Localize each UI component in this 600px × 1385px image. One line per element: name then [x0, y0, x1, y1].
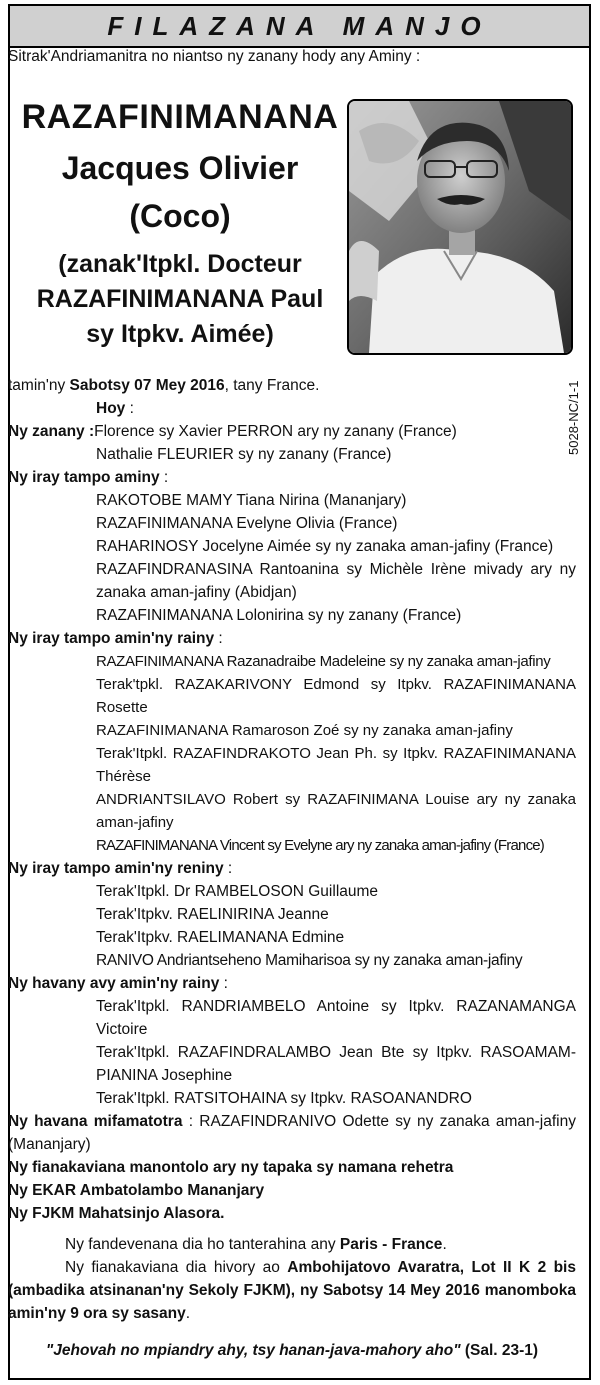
- death-line: tamin'ny Sabotsy 07 Mey 2016, tany France.: [8, 377, 320, 394]
- related-family: Ny havana mifamatotra : RAZAFINDRANIVO Odette sy ny zanaka aman-jafiny (Mananjary): [8, 1113, 576, 1153]
- list-item: Terak'Itpkl. RAZAFINDRAKOTO Jean Ph. sy Itpkv. RAZAFINIMANANA Thérèse: [96, 745, 576, 785]
- list-item: Terak'Itpkv. RAELIMANANA Edmine: [96, 929, 345, 946]
- list-item: Terak'Itpkl. RATSITOHAINA sy Itpkv. RASOANANDRO: [96, 1090, 472, 1107]
- section-label: Ny havany avy amin'ny rainy :: [8, 975, 228, 992]
- list-item: Nathalie FLEURIER sy ny zanany (France): [96, 446, 392, 463]
- deceased-parents: [10, 247, 350, 352]
- closing-line: Ny fianakaviana manontolo ary ny tapaka sy namana rehetra: [8, 1159, 454, 1176]
- funeral-place: Ny fandevenana dia ho tanterahina any Paris - France.: [65, 1236, 447, 1253]
- list-item: Terak'Itpkl. RANDRIAMBELO Antoine sy Itpkv. RAZANAMANGA Victoire: [96, 998, 576, 1038]
- bible-quote: "Jehovah no mpiandry ahy, tsy hanan-java-mahory aho" (Sal. 23-1): [45, 1342, 539, 1359]
- siblings-list: [8, 489, 576, 627]
- list-item: RANIVO Andriantseheno Mamiharisoa sy ny zanaka aman-jafiny: [96, 952, 523, 969]
- intro-text: Sitrak'Andriamanitra no niantso ny zanany hody any Aminy :: [8, 48, 421, 65]
- deceased-nickname: (Coco): [129, 198, 231, 234]
- parents-line: sy Itpkv. Aimée): [86, 320, 274, 348]
- children-label: Ny zanany :: [8, 423, 95, 440]
- notice-body: [8, 374, 576, 1362]
- father-relatives-list: [8, 995, 576, 1110]
- list-item: RAZAFINIMANANA Razanadraibe Madeleine sy ny zanaka aman-jafiny: [96, 653, 551, 670]
- list-item: Terak'Itpkl. RAZAFINDRALAMBO Jean Bte sy Itpkv. RASOAMAM-PIANINA Josephine: [96, 1044, 576, 1084]
- deceased-given-names: Jacques Olivier: [61, 150, 299, 186]
- section-label: Ny iray tampo amin'ny reniny :: [8, 860, 233, 877]
- parents-line: (zanak'Itpkl. Docteur: [58, 250, 302, 278]
- list-item: Terak'Itpkv. RAELINIRINA Jeanne: [96, 906, 329, 923]
- section-label: Ny iray tampo amin'ny rainy :: [8, 630, 223, 647]
- list-item: RAZAFINIMANANA Vincent sy Evelyne ary ny zanaka aman-jafiny (France): [96, 837, 545, 854]
- parents-line: RAZAFINIMANANA Paul: [36, 285, 324, 313]
- section-label: Ny iray tampo aminy :: [8, 469, 169, 486]
- portrait-photo: [347, 99, 573, 355]
- list-item: RAZAFINIMANANA Lolonirina sy ny zanany (France): [96, 607, 462, 624]
- list-item: Terak'tpkl. RAZAKARIVONY Edmond sy Itpkv. RAZAFINIMANANA Rosette: [96, 676, 576, 716]
- father-siblings-list: [8, 650, 576, 857]
- list-item: RAHARINOSY Jocelyne Aimée sy ny zanaka aman-jafiny (France): [96, 538, 554, 555]
- list-item: Terak'Itpkl. Dr RAMBELOSON Guillaume: [96, 883, 379, 900]
- list-item: RAZAFINIMANANA Ramaroson Zoé sy ny zanaka aman-jafiny: [96, 722, 513, 739]
- list-item: RAZAFINDRANASINA Rantoanina sy Michèle Irène mivady ary ny zanaka aman-jafiny (Abidjan): [96, 561, 576, 601]
- children-first-line: Ny zanany :Florence sy Xavier PERRON ary ny zanany (France): [8, 423, 457, 440]
- mother-siblings-list: [8, 880, 576, 972]
- deceased-surname: RAZAFINIMANANA: [21, 98, 339, 136]
- list-item: ANDRIANTSILAVO Robert sy RAZAFINIMANA Louise ary ny zanaka aman-jafiny: [96, 791, 576, 831]
- reference-code: 5028-NC/1-1: [566, 380, 581, 455]
- notice-title: FILAZANA MANJO: [10, 6, 589, 48]
- hoy-line: Hoy :: [96, 400, 134, 417]
- closing-line: Ny EKAR Ambatolambo Mananjary: [8, 1182, 265, 1199]
- gathering-details: Ny fianakaviana dia hivory ao Ambohijatovo Avaratra, Lot II K 2 bis (ambadika atsinanan'ny Sekoly FJKM), ny Sabotsy 14 Mey 2016 manomboka amin'ny 9 ora sy sasany.: [8, 1259, 576, 1322]
- list-item: RAKOTOBE MAMY Tiana Nirina (Mananjary): [96, 492, 407, 509]
- death-date: Sabotsy 07 Mey 2016: [69, 377, 225, 394]
- list-item: RAZAFINIMANANA Evelyne Olivia (France): [96, 515, 398, 532]
- portrait-illustration: [349, 101, 571, 353]
- closing-line: Ny FJKM Mahatsinjo Alasora.: [8, 1205, 225, 1222]
